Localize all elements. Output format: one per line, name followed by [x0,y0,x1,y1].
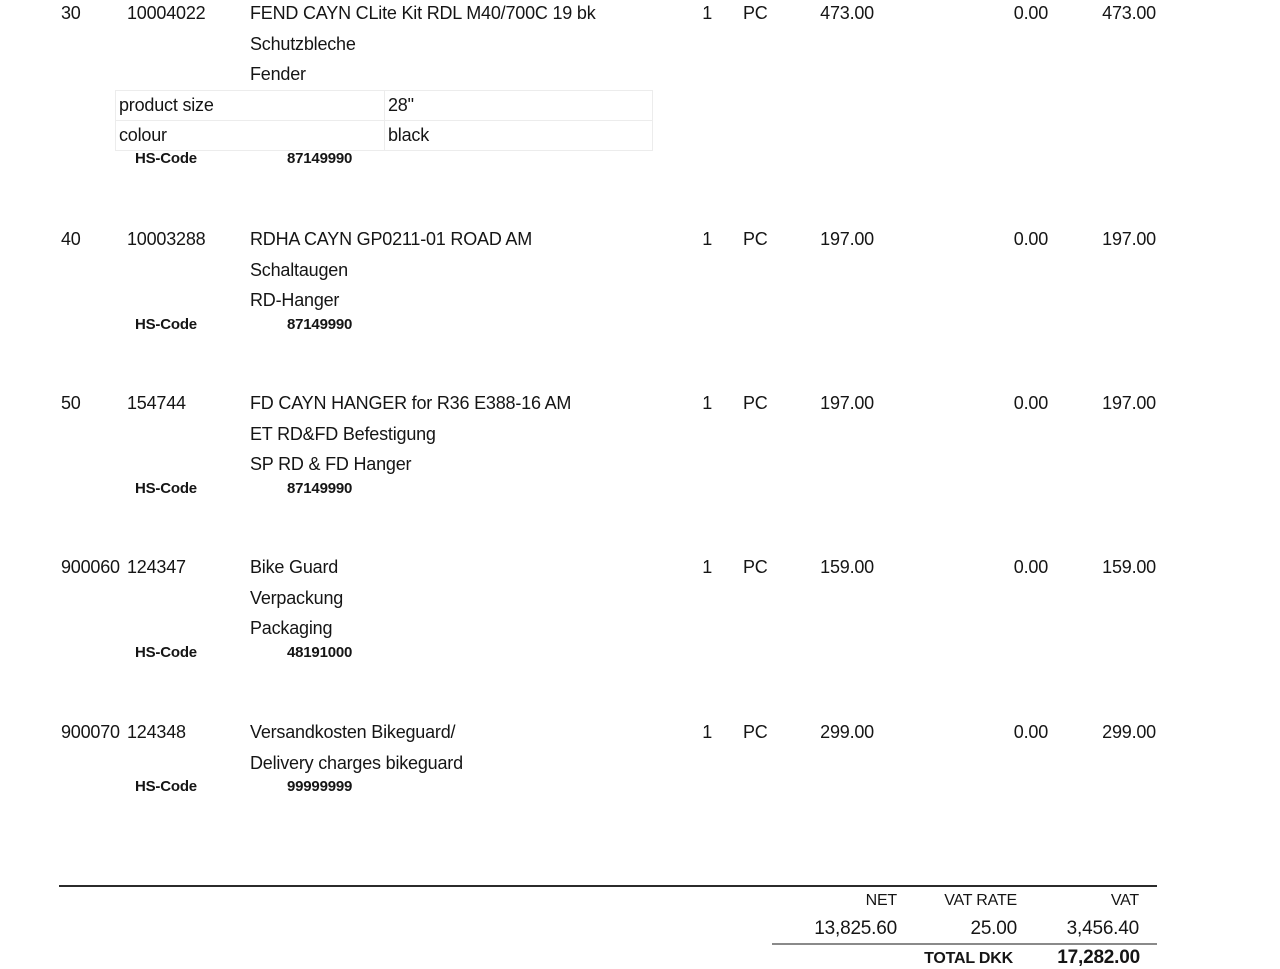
description-line: FD CAYN HANGER for R36 E388-16 AM [250,393,572,413]
item-quantity: 1 [702,557,712,577]
item-position: 900060 [61,557,120,577]
item-position: 30 [61,3,81,23]
description-line: ET RD&FD Befestigung [250,423,436,444]
summary-total-value: 17,282.00 [1057,947,1140,968]
summary-vat-rate-value: 25.00 [970,918,1017,939]
summary-top-rule [59,885,1157,887]
item-unit: PC [743,393,768,413]
description-line: Verpackung [250,587,344,608]
description-line: SP RD & FD Hanger [250,454,412,474]
item-hs-code-row [0,316,700,336]
description-line: Delivery charges bikeguard [250,752,463,773]
description-line: Bike Guard [250,557,339,577]
item-article-number: 154744 [127,393,186,413]
item-unit-price: 197.00 [820,229,874,249]
item-description [250,229,532,321]
item-position: 900070 [61,722,120,742]
item-hs-code-row [0,480,700,500]
attribute-label: colour [116,121,385,151]
item-unit: PC [743,3,768,23]
item-unit-price: 197.00 [820,393,874,413]
hs-code-value: 87149990 [287,315,353,333]
hs-code-label: HS-Code [135,150,197,167]
item-quantity: 1 [702,3,712,23]
description-line: Versandkosten Bikeguard/ [250,722,456,742]
item-hs-code-row [0,644,700,664]
attribute-label: product size [116,91,385,121]
item-unit-price: 159.00 [820,557,874,577]
item-line-total: 159.00 [1102,557,1156,577]
item-position: 50 [61,393,81,413]
item-unit: PC [743,557,768,577]
item-line-total: 473.00 [1102,3,1156,23]
item-discount: 0.00 [1013,393,1048,413]
item-description [250,393,571,485]
item-line-total: 197.00 [1102,229,1156,249]
item-discount: 0.00 [1013,557,1048,577]
description-line: FEND CAYN CLite Kit RDL M40/700C 19 bk [250,3,596,23]
description-line: Packaging [250,618,333,638]
item-article-number: 124348 [127,722,186,742]
hs-code-label: HS-Code [135,643,197,661]
item-discount: 0.00 [1013,722,1048,742]
item-quantity: 1 [702,229,712,249]
item-unit: PC [743,229,768,249]
item-attributes-table [115,90,653,151]
description-line: Fender [250,64,306,84]
summary-net-label: NET [865,892,897,909]
item-line-total: 197.00 [1102,393,1156,413]
item-unit-price: 299.00 [820,722,874,742]
item-discount: 0.00 [1013,3,1048,23]
item-unit: PC [743,722,768,742]
description-line: Schaltaugen [250,259,348,280]
item-quantity: 1 [702,393,712,413]
attribute-value: 28" [385,91,653,121]
hs-code-label: HS-Code [135,778,197,795]
hs-code-label: HS-Code [135,315,197,333]
description-line: Schutzbleche [250,33,356,54]
item-description [250,3,596,95]
item-article-number: 10004022 [127,3,206,23]
item-article-number: 10003288 [127,229,206,249]
item-unit-price: 473.00 [820,3,874,23]
summary-vat-rate-label: VAT RATE [944,892,1017,909]
item-description [250,722,463,783]
description-line: RD-Hanger [250,290,340,310]
summary-total-label: TOTAL DKK [924,950,1013,967]
item-description [250,557,343,649]
summary-vat-value: 3,456.40 [1066,918,1139,939]
item-line-total: 299.00 [1102,722,1156,742]
summary-total-rule [772,943,1157,945]
attribute-value: black [385,121,653,151]
item-article-number: 124347 [127,557,186,577]
item-position: 40 [61,229,81,249]
hs-code-label: HS-Code [135,479,197,497]
item-hs-code-row [0,778,700,798]
item-quantity: 1 [702,722,712,742]
item-hs-code-row [0,150,700,170]
hs-code-value: 48191000 [287,643,353,661]
summary-net-value: 13,825.60 [814,918,897,939]
item-discount: 0.00 [1013,229,1048,249]
hs-code-value: 99999999 [287,778,353,795]
hs-code-value: 87149990 [287,150,353,167]
summary-vat-label: VAT [1110,892,1139,909]
description-line: RDHA CAYN GP0211-01 ROAD AM [250,229,533,249]
hs-code-value: 87149990 [287,479,353,497]
